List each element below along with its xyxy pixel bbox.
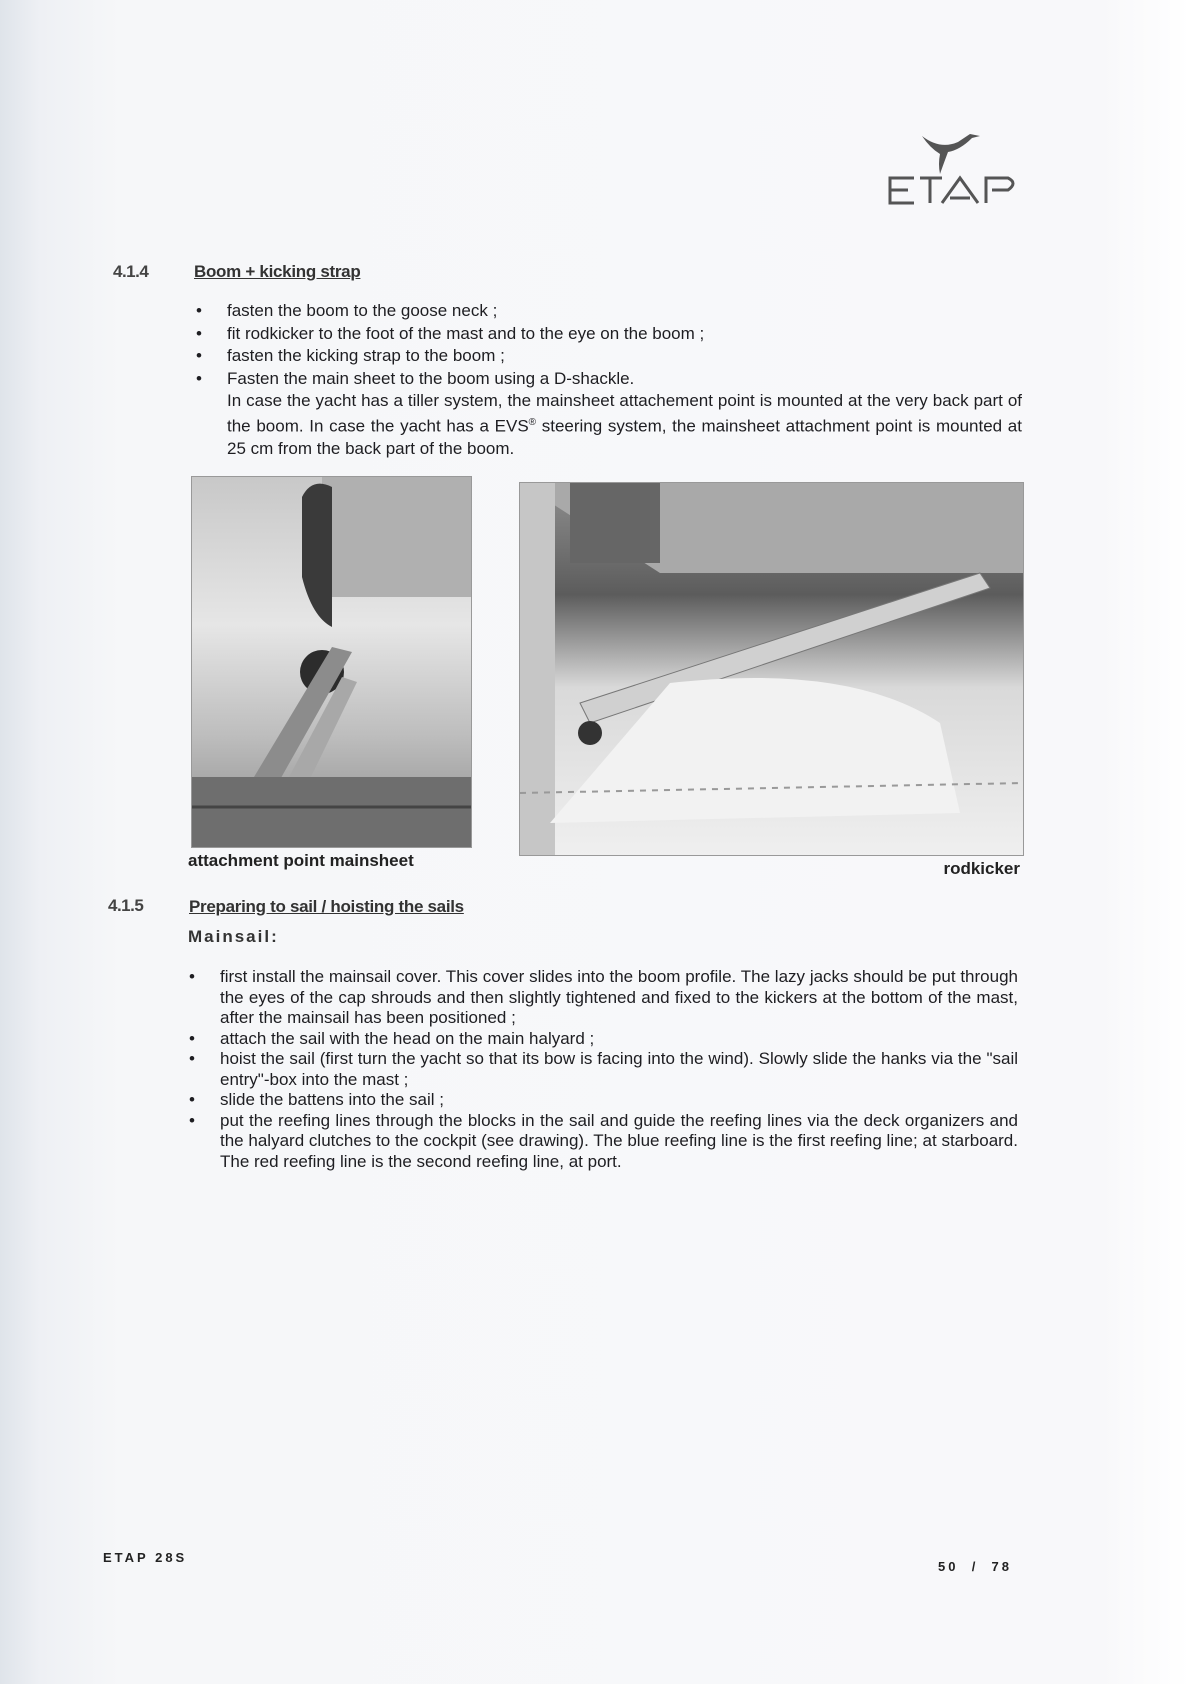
list-item: • fasten the kicking strap to the boom ; xyxy=(196,345,1022,368)
list-item: • hoist the sail (first turn the yacht so that its bow is facing into the wind). Slowly slide the hanks via the "sail entry"-box into the mast ; xyxy=(189,1049,1018,1090)
etap-logo xyxy=(880,128,1025,208)
list-item: • slide the battens into the sail ; xyxy=(189,1090,1018,1111)
section-number-4-1-4: 4.1.4 xyxy=(113,262,149,281)
subheading-mainsail: Mainsail: xyxy=(188,927,279,946)
photo-rodkicker xyxy=(519,482,1024,856)
caption-rodkicker: rodkicker xyxy=(943,859,1020,878)
footer-model: ETAP 28S xyxy=(103,1550,188,1565)
section-4-1-5-body xyxy=(189,967,1018,1172)
section-title-boom-kicking-strap: Boom + kicking strap xyxy=(194,262,361,281)
list-item: • fit rodkicker to the foot of the mast and to the eye on the boom ; xyxy=(196,323,1022,346)
paragraph-text: steering system, the mainsheet attachment point is mounted at 25 cm from the back part of the boom. xyxy=(227,416,1022,458)
list-item: • fasten the boom to the goose neck ; xyxy=(196,300,1022,323)
list-item: • first install the mainsail cover. This cover slides into the boom profile. The lazy jacks should be put through the eyes of the cap shrouds and then slightly tightened and fixed to the kickers at the bottom of the mast, after the mainsail has been positioned ; xyxy=(189,967,1018,1029)
section-number-4-1-5: 4.1.5 xyxy=(108,896,144,915)
mainsheet-paragraph xyxy=(196,390,1022,460)
section-4-1-4-body xyxy=(196,300,1022,460)
caption-attachment-point-mainsheet: attachment point mainsheet xyxy=(188,851,414,870)
list-item: • attach the sail with the head on the main halyard ; xyxy=(189,1029,1018,1050)
section-title-preparing-to-sail: Preparing to sail / hoisting the sails xyxy=(189,897,464,916)
list-item: • put the reefing lines through the blocks in the sail and guide the reefing lines via the deck organizers and the halyard clutches to the cockpit (see drawing). The blue reefing line is the first reefing line; at starboard. The red reefing line is the second reefing line, at port. xyxy=(189,1111,1018,1173)
paragraph-text: In case the yacht has a tiller system, the mainsheet attachement point is mounted at the very back part of the boom. In case the yacht has a EVS xyxy=(227,391,1022,436)
registered-mark: ® xyxy=(528,417,537,428)
photo-attachment-point-mainsheet xyxy=(191,476,472,848)
list-item: • Fasten the main sheet to the boom using a D-shackle. xyxy=(196,368,1022,391)
footer-page-number: 50 / 78 xyxy=(938,1559,1012,1574)
